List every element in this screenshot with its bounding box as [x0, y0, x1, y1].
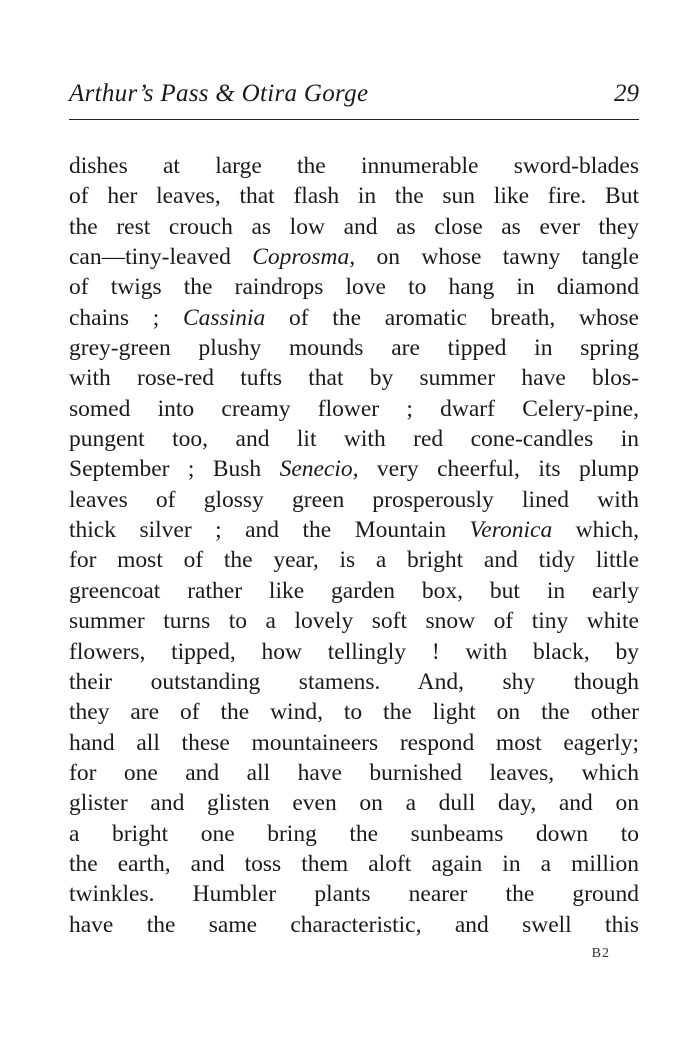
- text-line: [69, 181, 639, 211]
- text-line: [69, 151, 639, 181]
- text-line: [69, 576, 639, 606]
- text-segment: somed into creamy flower ; dwarf Celery-pine,: [69, 395, 639, 422]
- text-line: [69, 485, 639, 515]
- text-segment: the earth, and toss them aloft again in a million: [69, 850, 639, 877]
- italic-term: Senecio,: [279, 456, 359, 483]
- text-segment: a bright one bring the sunbeams down to: [69, 820, 639, 847]
- text-segment: glister and glisten even on a dull day, and on: [69, 790, 639, 817]
- text-line: [69, 849, 639, 879]
- text-line: [69, 515, 639, 545]
- text-segment: have the same characteristic, and swell this: [69, 911, 639, 938]
- page-number: 29: [614, 80, 639, 107]
- text-segment: with rose-red tufts that by summer have blos-: [69, 365, 639, 392]
- text-segment: greencoat rather like garden box, but in early: [69, 577, 639, 604]
- text-segment: they are of the wind, to the light on the other: [69, 699, 639, 726]
- text-line: [69, 424, 639, 454]
- signature-mark: B2: [591, 946, 610, 961]
- running-title: Arthur’s Pass & Otira Gorge: [69, 80, 369, 107]
- text-line: [69, 879, 639, 909]
- text-segment: grey-green plushy mounds are tipped in spring: [69, 335, 639, 362]
- text-line: [69, 697, 639, 727]
- text-segment: which,: [552, 517, 639, 544]
- text-segment: for one and all have burnished leaves, which: [69, 759, 639, 786]
- text-segment: summer turns to a lovely soft snow of tiny white: [69, 608, 639, 635]
- text-line: [69, 333, 639, 363]
- text-segment: of the aromatic breath, whose: [265, 304, 639, 331]
- text-line: [69, 667, 639, 697]
- text-line: [69, 363, 639, 393]
- text-line: [69, 303, 639, 333]
- text-segment: the rest crouch as low and as close as ever they: [69, 213, 639, 240]
- text-line: [69, 819, 639, 849]
- text-line: [69, 545, 639, 575]
- text-segment: chains ;: [69, 304, 183, 331]
- text-line: [69, 242, 639, 272]
- text-line: [69, 637, 639, 667]
- text-segment: September ; Bush: [69, 456, 280, 483]
- text-segment: pungent too, and lit with red cone-candles in: [69, 426, 639, 453]
- header-rule: [69, 119, 639, 120]
- text-segment: twinkles. Humbler plants nearer the ground: [69, 881, 639, 908]
- text-line: [69, 910, 639, 940]
- text-line: [69, 758, 639, 788]
- text-line: [69, 272, 639, 302]
- text-line: [69, 454, 639, 484]
- text-segment: leaves of glossy green prosperously lined with: [69, 486, 639, 513]
- text-segment: dishes at large the innumerable sword-blades: [69, 153, 639, 179]
- text-segment: on whose tawny tangle: [355, 244, 639, 271]
- text-segment: flowers, tipped, how tellingly ! with black, by: [69, 638, 639, 665]
- text-segment: of twigs the raindrops love to hang in diamond: [69, 274, 639, 301]
- text-segment: for most of the year, is a bright and tidy little: [69, 547, 639, 574]
- page-header: [69, 80, 639, 116]
- text-line: [69, 728, 639, 758]
- italic-term: Veronica: [469, 517, 553, 544]
- italic-term: Cassinia: [183, 304, 266, 331]
- text-segment: can—tiny-leaved: [69, 244, 253, 271]
- text-segment: their outstanding stamens. And, shy though: [69, 668, 639, 695]
- text-line: [69, 212, 639, 242]
- text-line: [69, 788, 639, 818]
- text-segment: of her leaves, that flash in the sun like fire. But: [69, 183, 639, 210]
- text-segment: very cheerful, its plump: [358, 456, 639, 483]
- text-segment: thick silver ; and the Mountain: [69, 517, 470, 544]
- italic-term: Coprosma,: [252, 244, 356, 271]
- body-text: [69, 151, 639, 940]
- text-line: [69, 606, 639, 636]
- text-line: [69, 394, 639, 424]
- text-segment: hand all these mountaineers respond most eagerly;: [69, 729, 639, 756]
